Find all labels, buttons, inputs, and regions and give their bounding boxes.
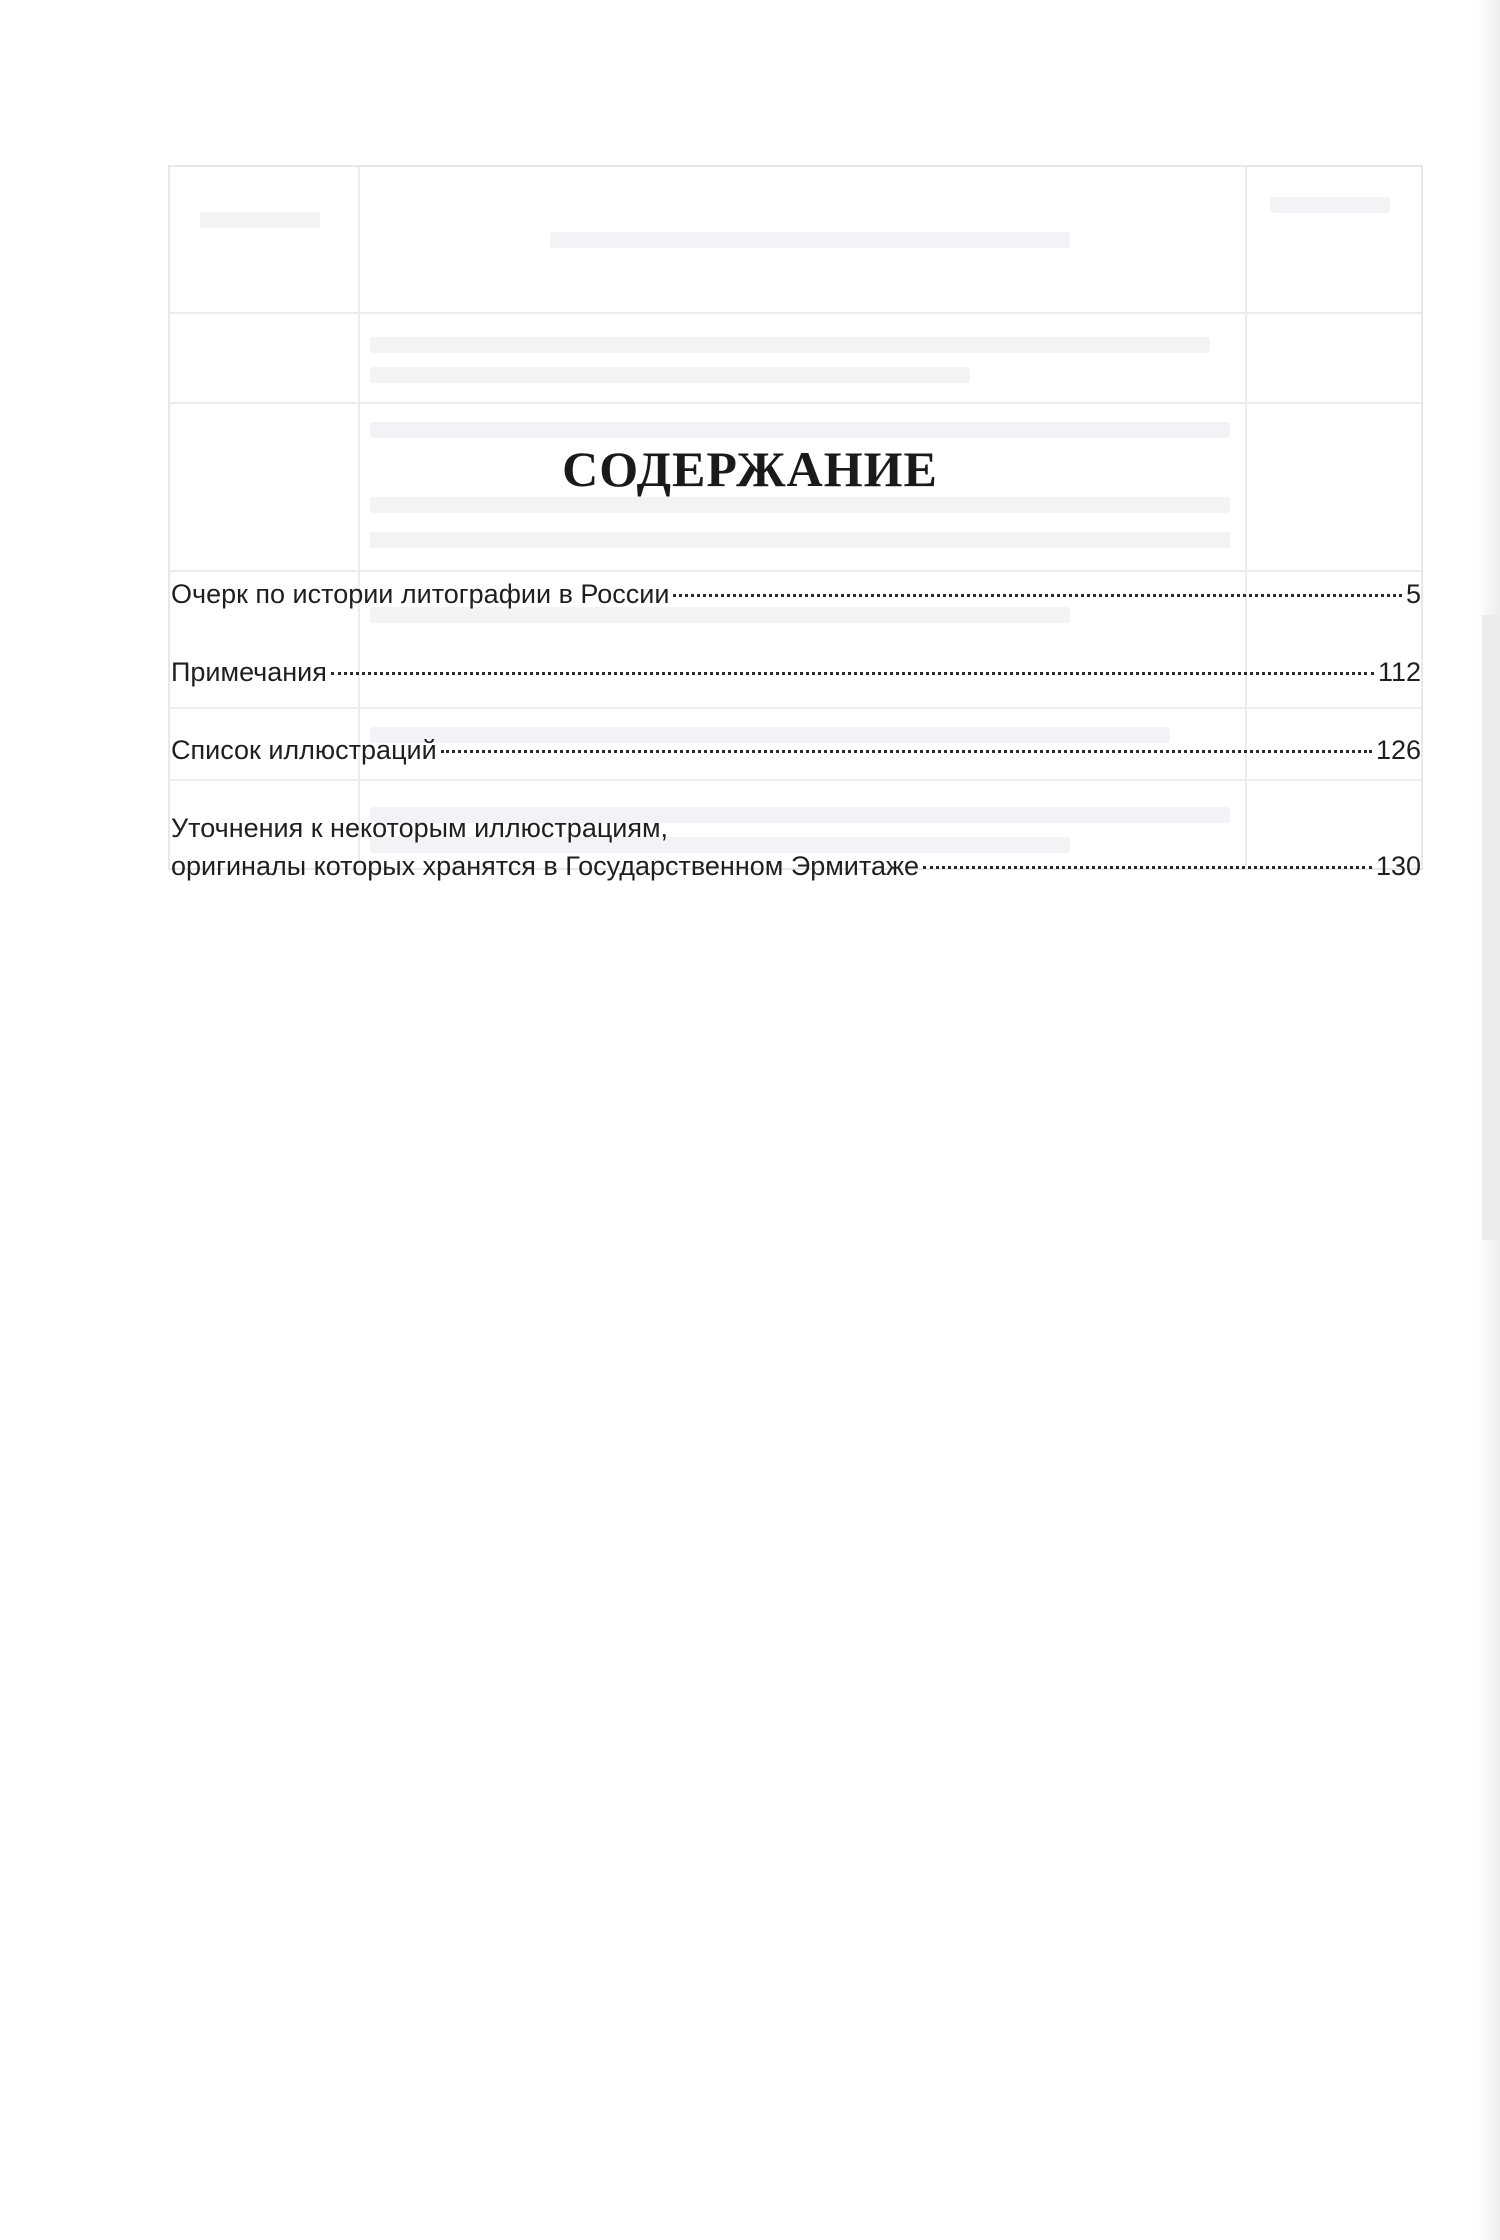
toc-entry-title-line1: Уточнения к некоторым иллюстрациям, <box>171 813 669 843</box>
dot-leader <box>331 672 1374 675</box>
dot-leader <box>923 866 1372 869</box>
table-of-contents <box>171 575 1421 925</box>
toc-entry-page: 5 <box>1405 579 1421 609</box>
page-edge-tab <box>1482 615 1500 1240</box>
toc-entry[interactable] <box>171 653 1421 691</box>
toc-entry-title: Примечания <box>171 657 327 687</box>
toc-entry-page: 126 <box>1375 735 1421 765</box>
toc-entry-title: Очерк по истории литографии в России <box>171 579 670 609</box>
toc-entry[interactable] <box>171 575 1421 613</box>
page-title: СОДЕРЖАНИЕ <box>562 441 938 497</box>
toc-entry-page: 130 <box>1375 851 1421 881</box>
toc-entry-title: Список иллюстраций <box>171 735 437 765</box>
toc-entry-title-line2: оригиналы которых хранятся в Государственном Эрмитаже <box>171 851 920 881</box>
dot-leader <box>673 594 1402 597</box>
toc-entry-page: 112 <box>1377 657 1421 687</box>
toc-entry[interactable] <box>171 731 1421 769</box>
dot-leader <box>441 750 1372 753</box>
toc-entry[interactable] <box>171 809 1421 885</box>
